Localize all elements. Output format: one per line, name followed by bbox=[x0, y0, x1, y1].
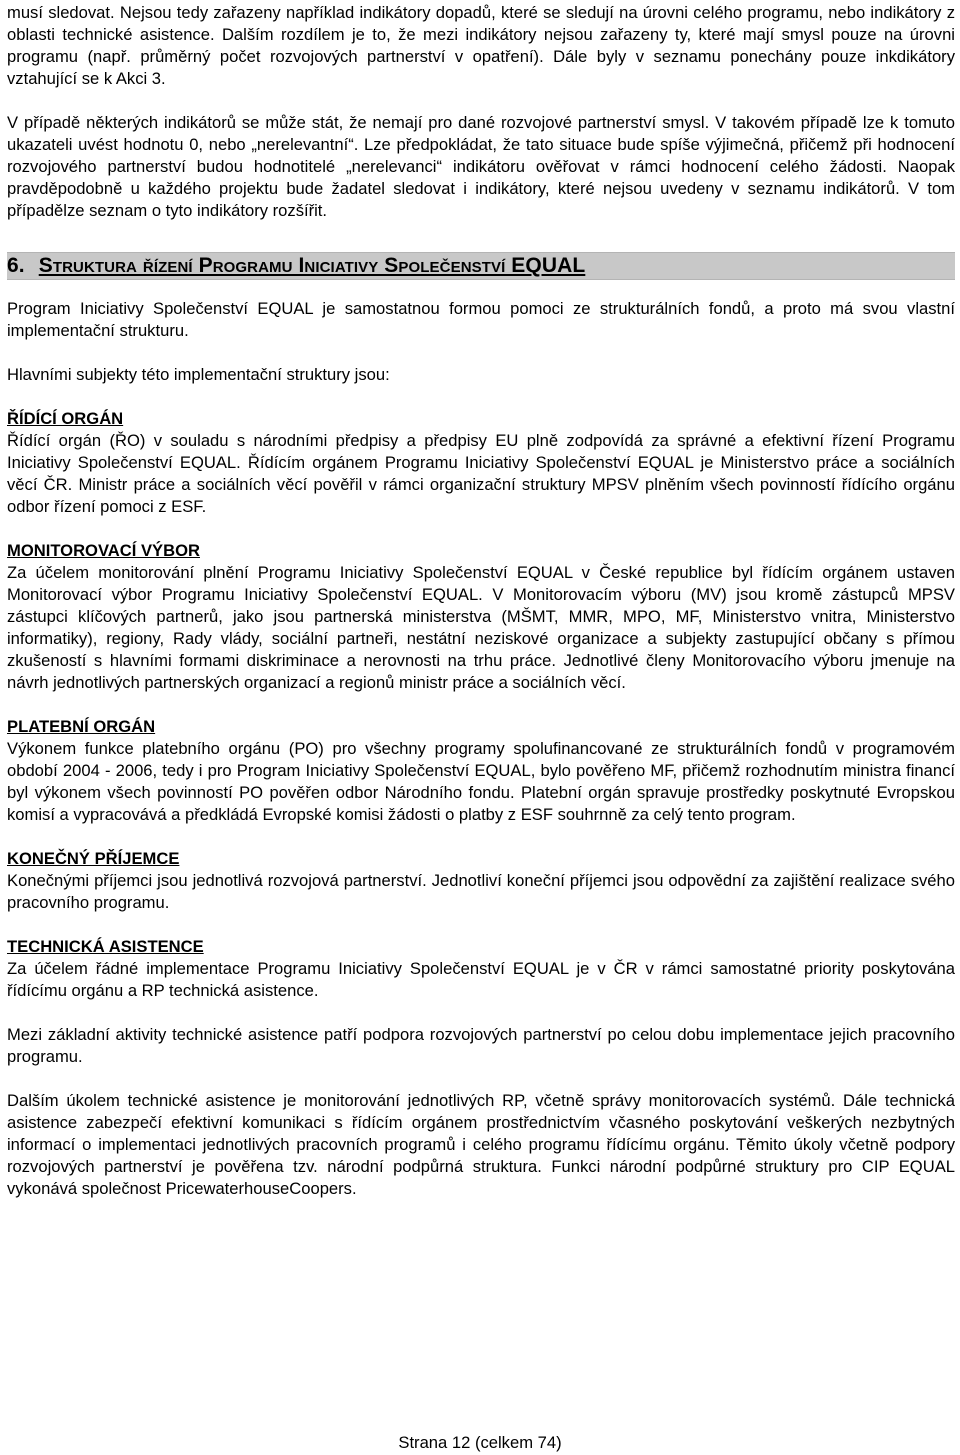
managing-authority-paragraph: Řídící orgán (ŘO) v souladu s národními předpisy a předpisy EU plně zodpovídá za správné a efektivní řízení Programu Iniciativy Společenství EQUAL. Řídícím orgánem Programu Iniciativy Společenství EQUAL je Ministerstvo práce a sociálních věcí ČR. Ministr práce a sociálních věcí pověřil v rámci organizační struktury MPSV plněním všech povinností řídícího orgánu odbor řízení pomoci z ESF. bbox=[7, 431, 955, 516]
section-number: 6. bbox=[7, 254, 25, 277]
subsection-heading-monitoring-committee: MONITOROVACÍ VÝBOR bbox=[7, 541, 200, 560]
page-footer: Strana 12 (celkem 74) bbox=[398, 1433, 562, 1452]
paying-authority-paragraph: Výkonem funkce platebního orgánu (PO) pro všechny programy spolufinancované ze strukturálních fondů v programovém období 2004 - 2006, tedy i pro Program Iniciativy Společenství EQUAL, bylo pověřeno MF, přičemž rozhodnutím ministra financí byl výkonem všech povinností PO pověřen odbor Národního fondu. Platební orgán spravuje prostředky poskytnuté Evropskou komisí a vypracovává a předkládá Evropské komisi žádosti o platby z ESF souhrnně za celý tento program. bbox=[7, 739, 955, 824]
section-intro-paragraph: Program Iniciativy Společenství EQUAL je samostatnou formou pomoci ze strukturálních fondů, a proto má svou vlastní implementační strukturu. bbox=[7, 299, 955, 340]
final-beneficiary-paragraph: Konečnými příjemci jsou jednotlivá rozvojová partnerství. Jednotliví koneční příjemci jsou odpovědní za zajištění realizace svého pracovního programu. bbox=[7, 871, 955, 912]
technical-assistance-paragraph-2: Mezi základní aktivity technické asistence patří podpora rozvojových partnerství po celou dobu implementace jejich pracovního programu. bbox=[7, 1025, 955, 1066]
intro-paragraph: musí sledovat. Nejsou tedy zařazeny například indikátory dopadů, které se sledují na úrovni celého programu, nebo indikátory z oblasti technické asistence. Dalším rozdílem je to, že mezi indikátory nejsou zařazeny ty, které mají smysl pouze na úrovni programu (např. průměrný počet rozvojových partnerství v opatření). Dále byly v seznamu ponechány pouze inkdikátory vztahující se k Akci 3. bbox=[7, 3, 955, 88]
technical-assistance-paragraph-3: Dalším úkolem technické asistence je monitorování jednotlivých RP, včetně správy monitorovacích systémů. Dále technická asistence zabezpečí efektivní komunikaci s řídícím orgánem prostřednictvím včasného poskytování veškerých nezbytných informací o implementaci jednotlivých pracovních programů i celého programu řídícímu orgánu. Těmito úkoly včetně podpory rozvojových partnerství je pověřena tzv. národní podpůrná struktura. Funkci národní podpůrné struktury pro CIP EQUAL vykonává společnost PricewaterhouseCoopers. bbox=[7, 1091, 955, 1198]
subsection-heading-paying-authority: PLATEBNÍ ORGÁN bbox=[7, 717, 156, 736]
monitoring-committee-paragraph: Za účelem monitorování plnění Programu Iniciativy Společenství EQUAL v České republice byl řídícím orgánem ustaven Monitorovací výbor Programu Iniciativy Společenství EQUAL. V Monitorovacím výboru (MV) jsou kromě zástupců MPSV zástupci klíčových partnerů, jako jsou partnerská ministerstva (MŠMT, MMR, MPO, MF, Ministerstvo vnitra, Ministerstvo informatiky), regiony, Rady vlády, sociální partneři, nestátní neziskové organizace a subjekty zastupující občany s přímou zkušeností s hlavními formami diskriminace a nerovnosti na trhu práce. Jednotlivé členy Monitorovacího výboru jmenuje na návrh jednotlivých partnerských organizací a regionů ministr práce a sociálních věcí. bbox=[7, 563, 955, 692]
subsection-heading-managing-authority: ŘÍDÍCÍ ORGÁN bbox=[7, 409, 124, 428]
note-paragraph: V případě některých indikátorů se může stát, že nemají pro dané rozvojové partnerství smysl. V takovém případě lze k tomuto ukazateli uvést hodnotu 0, nebo „nerelevantní“. Lze předpokládat, že tato situace bude spíše výjimečná, přičemž při hodnocení rozvojového partnerství budou hodnotitelé „nerelevanci“ indikátoru ověřovat v rámci hodnocení celého žádosti. Naopak pravděpodobně u každého projektu bude žadatel sledovat i indikátory, které nejsou uvedeny v seznamu indikátorů. V tom případělze seznam o tyto indikátory rozšířit. bbox=[7, 113, 955, 220]
section-heading bbox=[7, 252, 955, 280]
technical-assistance-paragraph-1: Za účelem řádné implementace Programu Iniciativy Společenství EQUAL je v ČR v rámci samostatné priority poskytována řídícímu orgánu a RP technická asistence. bbox=[7, 959, 955, 1000]
subjects-lead: Hlavními subjekty této implementační struktury jsou: bbox=[7, 365, 390, 384]
subsection-heading-final-beneficiary: KONEČNÝ PŘÍJEMCE bbox=[7, 849, 180, 868]
document-page bbox=[7, 0, 955, 1200]
section-title: Struktura řízení Programu Iniciativy Společenství EQUAL bbox=[38, 254, 586, 277]
subsection-heading-technical-assistance: TECHNICKÁ ASISTENCE bbox=[7, 937, 204, 956]
